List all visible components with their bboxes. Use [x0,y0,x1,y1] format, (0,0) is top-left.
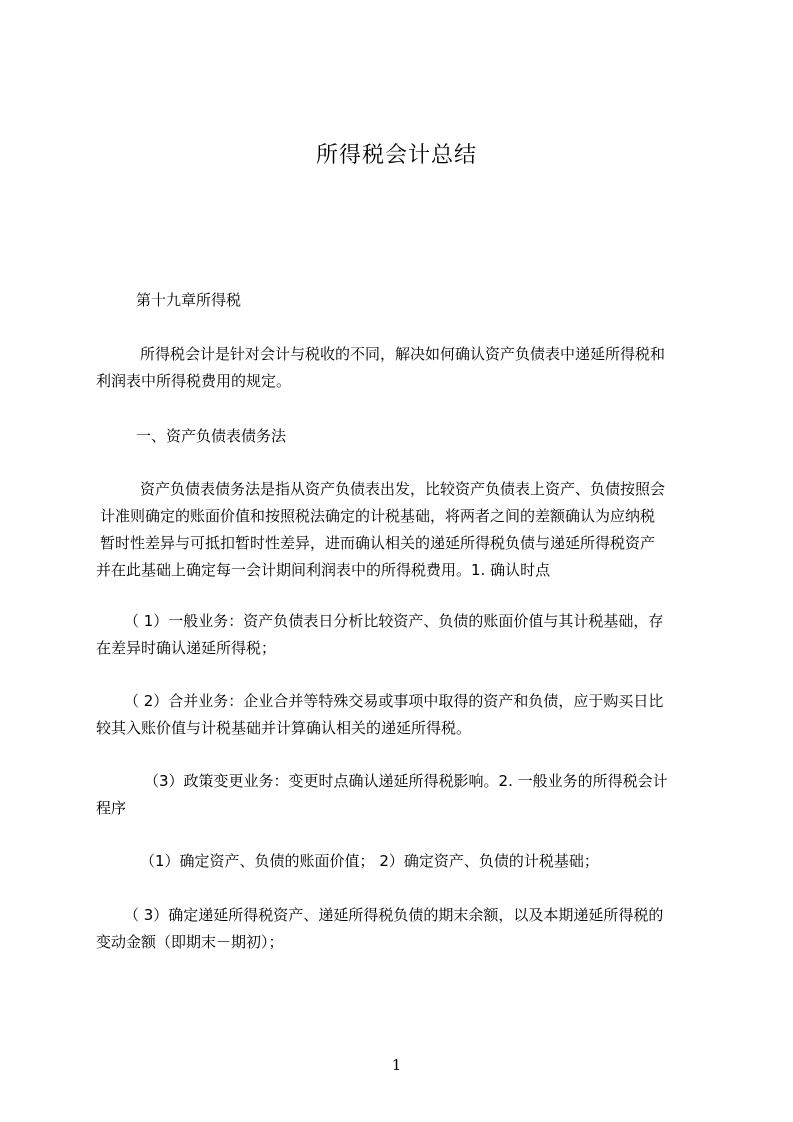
item-2-paragraph [96,688,708,742]
page-number: 1 [391,1056,402,1074]
item-3-line-2: 程序 [96,799,127,817]
section-body-line-4: 并在此基础上确定每一会计期间利润表中的所得税费用。1. 确认时点 [96,561,551,579]
item-2-line-2: 较其入账价值与计税基础并计算确认相关的递延所得税。 [96,719,472,737]
item-1-line-2: 在差异时确认递延所得税； [96,639,277,657]
document-title: 所得税会计总结 [315,143,477,168]
item-1-line-1: （ 1）一般业务：资产负债表日分析比较资产、负债的账面价值与其计税基础，存 [124,612,664,630]
intro-paragraph [96,341,708,395]
step-3-line-2: 变动金额（即期末－期初）； [96,933,284,951]
section-heading [96,423,708,450]
chapter-heading [96,287,708,314]
section-body-paragraph [96,476,708,584]
item-2-line-1: （ 2）合并业务：企业合并等特殊交易或事项中取得的资产和负债，应于购买日比 [124,692,664,710]
section-heading-text: 一、资产负债表债务法 [136,427,287,445]
chapter-heading-text: 第十九章所得税 [136,291,242,309]
step-1-paragraph [96,848,708,875]
step-3-line-1: （ 3）确定递延所得税资产、递延所得税负债的期末余额，以及本期递延所得税的 [124,906,664,924]
section-body-line-1: 资产负债表债务法是指从资产负债表出发，比较资产负债表上资产、负债按照会 [140,480,666,498]
step-3-paragraph [96,902,708,956]
intro-line-2: 利润表中所得税费用的规定。 [96,372,292,390]
section-body-line-3: 暂时性差异与可抵扣暂时性差异，进而确认相关的递延所得税负债与递延所得税资产 [100,534,656,552]
item-3-paragraph [96,768,708,822]
section-body-line-2: 计准则确定的账面价值和按照税法确定的计税基础，将两者之间的差额确认为应纳税 [100,507,656,525]
item-1-paragraph [96,608,708,662]
item-3-line-1: （3）政策变更业务：变更时点确认递延所得税影响。2. 一般业务的所得税会计 [144,772,668,790]
intro-line-1: 所得税会计是针对会计与税收的不同，解决如何确认资产负债表中递延所得税和 [140,345,666,363]
step-1-line: （1）确定资产、负债的账面价值； 2）确定资产、负债的计税基础； [140,852,599,870]
